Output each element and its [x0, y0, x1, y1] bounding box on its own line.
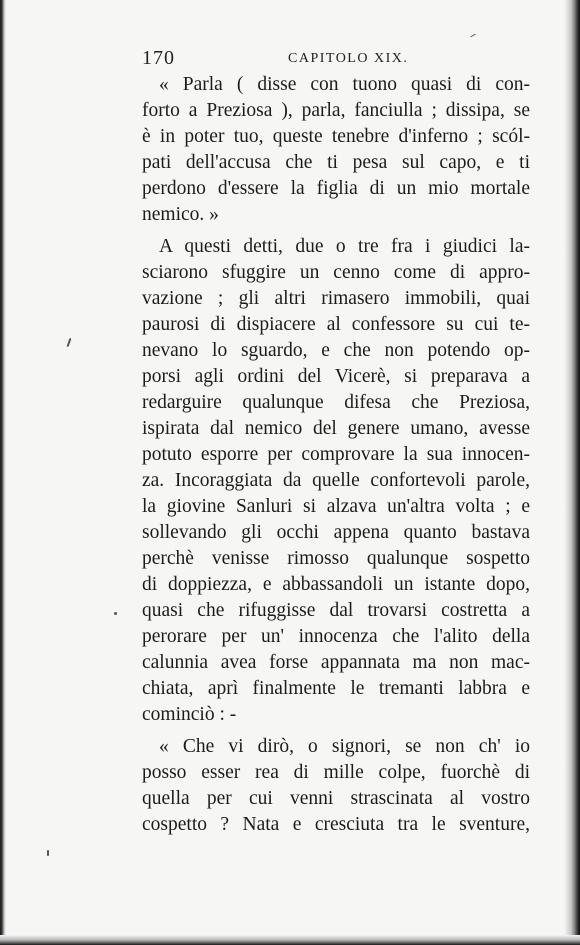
text-line: za. Incoraggiata da quelle confortevoli parole, [142, 470, 530, 491]
text-line: cominciò : - [142, 704, 237, 725]
running-head [142, 47, 532, 71]
page-right-edge-shadow [564, 0, 580, 945]
text-line: paurosi di dispiacere al confessore su cui te- [142, 314, 530, 335]
text-line: cospetto ? Nata e cresciuta tra le sventure, [142, 814, 530, 835]
text-line: chiata, aprì finalmente le tremanti labbra e [142, 678, 530, 699]
text-line: porsi agli ordini del Vicerè, si preparava a [142, 366, 530, 387]
page-bottom-edge [0, 935, 580, 945]
scan-speck [67, 338, 72, 347]
text-line: sciarono sfuggire un cenno come di appro- [142, 262, 530, 283]
scan-speck [470, 34, 476, 38]
scan-speck [47, 850, 49, 856]
paragraph [142, 72, 530, 228]
text-line: A questi detti, due o tre fra i giudici la- [159, 236, 530, 257]
text-line: « Che vi dirò, o signori, se non ch' io [159, 736, 530, 757]
text-line: perchè venisse rimosso qualunque sospetto [142, 548, 530, 569]
text-line: nevano lo sguardo, e che non potendo op- [142, 340, 530, 361]
text-line: quella per cui venni strascinata al vostro [142, 788, 530, 809]
text-line: sollevando gli occhi appena quanto bastava [142, 522, 530, 543]
text-line: la giovine Sanluri si alzava un'altra volta ; e [142, 496, 530, 517]
text-line: è in poter tuo, queste tenebre d'inferno ; scól- [142, 126, 530, 147]
text-line: « Parla ( disse con tuono quasi di con- [159, 74, 530, 95]
paragraph [142, 734, 530, 838]
text-line: redarguire qualunque difesa che Preziosa, [142, 392, 530, 413]
text-line: posso esser rea di mille colpe, fuorchè di [142, 762, 530, 783]
text-line: perdono d'essere la figlia di un mio mortale [142, 178, 530, 199]
chapter-title: CAPITOLO XIX. [288, 51, 409, 66]
page-number: 170 [142, 47, 175, 69]
scan-speck [114, 612, 117, 615]
text-line: potuto esporre per comprovare la sua innocen- [142, 444, 530, 465]
text-line: forto a Preziosa ), parla, fanciulla ; dissipa, se [142, 100, 530, 121]
text-line: quasi che rifuggisse dal trovarsi costretta a [142, 600, 530, 621]
text-line: vazione ; gli altri rimasero immobili, quai [142, 288, 530, 309]
text-line: di doppiezza, e abbassandoli un istante dopo, [142, 574, 530, 595]
paragraph [142, 234, 530, 728]
page-left-edge [0, 0, 6, 945]
text-line: nemico. » [142, 204, 219, 225]
text-line: calunnia avea forse appannata ma non mac- [142, 652, 530, 673]
text-line: perorare per un' innocenza che l'alito della [142, 626, 530, 647]
text-line: pati dell'accusa che ti pesa sul capo, e ti [142, 152, 530, 173]
text-line: ispirata dal nemico del genere umano, avesse [142, 418, 530, 439]
body-text [142, 72, 530, 838]
